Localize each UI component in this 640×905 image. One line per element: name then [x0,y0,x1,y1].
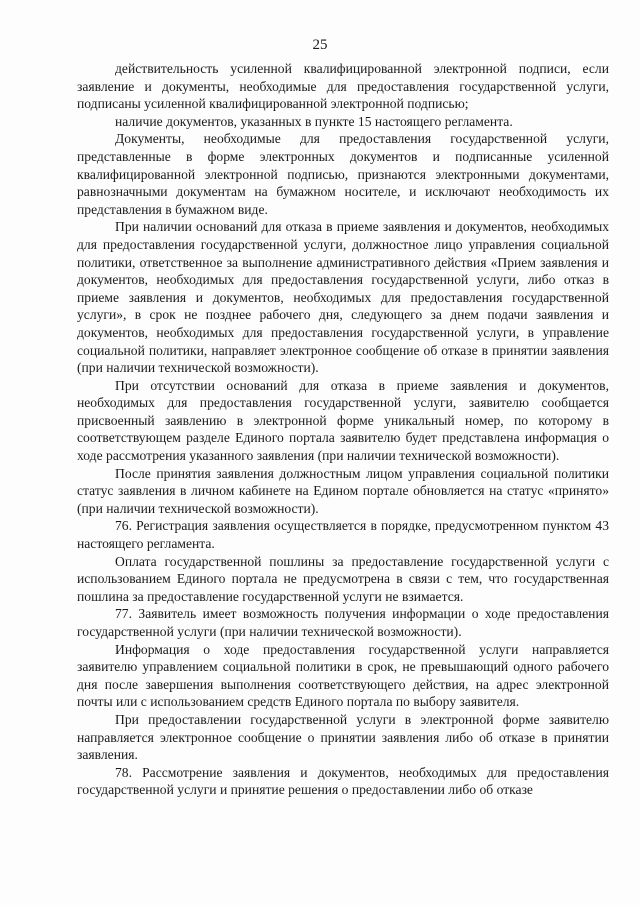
paragraph: 76. Регистрация заявления осуществляется в порядке, предусмотренном пунктом 43 настоящего регламента. [77,518,609,552]
paragraph: наличие документов, указанных в пункте 15 настоящего регламента. [115,113,513,129]
paragraph: При отсутствии оснований для отказа в приеме заявления и документов, необходимых для предоставления государственной услуги, заявителю сообщается присвоенный заявлению в электронной форме уникальный номер, по которому в соответствующем разделе Единого портала заявителю будет представлена информация о ходе рассмотрения указанного заявления (при наличии технической возможности). [77,377,609,464]
document-body [77,60,609,799]
paragraph: Информация о ходе предоставления государственной услуги направляется заявителю управлением социальной политики в срок, не превышающий одного рабочего дня после завершения выполнения соответствующего действия, на адрес электронной почты или с использованием средств Единого портала по выбору заявителя. [77,641,609,710]
page-number: 25 [312,37,328,53]
paragraph: При наличии оснований для отказа в приеме заявления и документов, необходимых для предоставления государственной услуги, должностное лицо управления социальной политики, ответственное за выполнение административного действия «Прием заявления и документов, необходимых для предоставления государственной услуги, либо отказ в приеме заявления и документов, необходимых для предоставления государственной услуги», в срок не позднее рабочего дня, следующего за днем подачи заявления и документов, необходимых для предоставления государственной услуги, в управление социальной политики, направляет электронное сообщение об отказе в принятии заявления (при наличии технической возможности). [77,219,609,376]
paragraph: Оплата государственной пошлины за предоставление государственной услуги с использованием Единого портала не предусмотрена в связи с тем, что государственная пошлина за предоставление государственной услуги не взимается. [77,553,609,604]
paragraph: 77. Заявитель имеет возможность получения информации о ходе предоставления государственной услуги (при наличии технической возможности). [77,606,609,639]
paragraph: При предоставлении государственной услуги в электронной форме заявителю направляется электронное сообщение о принятии заявления либо об отказе в принятии заявления. [77,711,609,763]
paragraph: действительность усиленной квалифицированной электронной подписи, если заявление и документы, необходимые для предоставления государственной услуги, подписаны усиленной квалифицированной электронной подписью; [77,61,609,112]
paragraph: После принятия заявления должностным лицом управления социальной политики статус заявления в личном кабинете на Едином портале обновляется на статус «принято» (при наличии технической возможности). [77,465,609,516]
paragraph: 78. Рассмотрение заявления и документов, необходимых для предоставления государственной услуги и принятие решения о предоставлении либо об отказе [77,764,609,798]
paragraph: Документы, необходимые для предоставления государственной услуги, представленные в форме электронных документов и подписанные усиленной квалифицированной электронной подписью, признаются электронными документами, равнозначными документам на бумажном носителе, и исключают необходимость их представления в бумажном виде. [77,131,609,217]
